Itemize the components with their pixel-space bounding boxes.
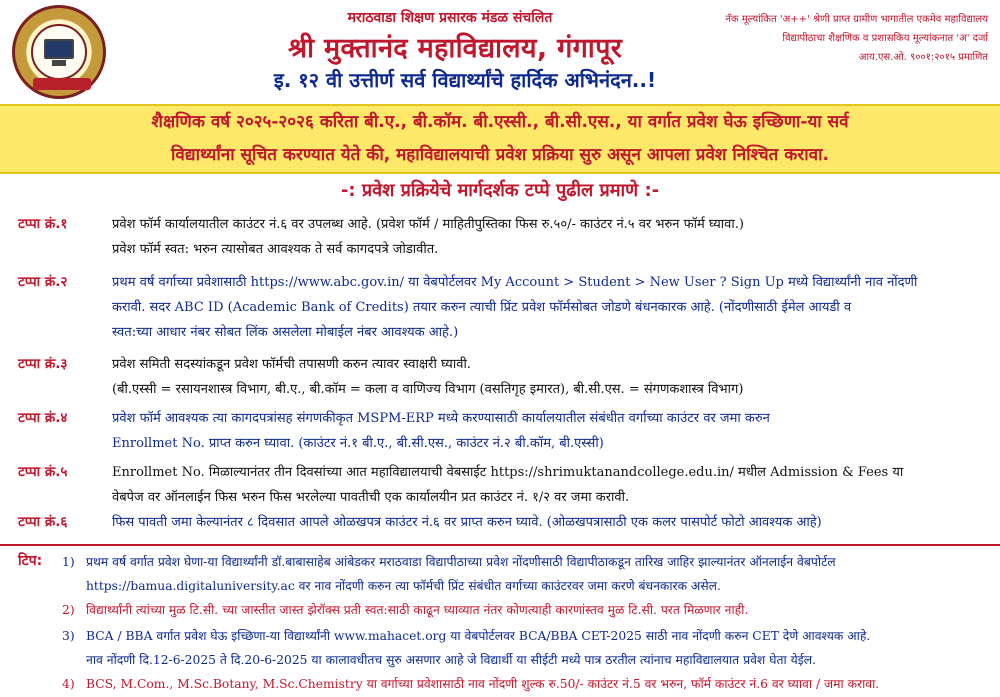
step-label: टप्पा क्रं.५ [18, 464, 68, 480]
note-text: नाव नोंदणी दि.12-6-2025 ते दि.20-6-2025 या कालावधीतच सुरु असणार आहे जे विद्यार्थी या सीईटी मध्ये पात्र ठरतील त्यांनाच महाविद्यालयात प्रवेश घेता येईल. [86, 653, 816, 667]
step-text: करावी. सदर ABC ID (Academic Bank of Credits) तयार करुन त्याची प्रिंट प्रवेश फॉर्मसोबत जोडणे बंधनकारक आहे. (नोंदणीसाठी ईमेल आयडी व [112, 300, 852, 315]
step-text: प्रवेश फॉर्म कार्यालयातील काउंटर नं.६ वर उपलब्ध आहे. (प्रवेश फॉर्म / माहितीपुस्तिका फिस रु.५०/- काउंटर नं.५ वर भरुन फॉर्म घ्यावा.) [112, 217, 744, 232]
note-item [62, 550, 992, 598]
accreditation-block [688, 10, 988, 67]
step-text: प्रथम वर्ष वर्गाच्या प्रवेशासाठी https://www.abc.gov.in/ या वेबपोर्टलवर My Account > Student > New User ? Sign Up मध्ये विद्यार्थ्यांनी नाव नोंदणी [112, 275, 918, 290]
step-text: Enrollmet No. मिळाल्यानंतर तीन दिवसांच्या आत महाविद्यालयाची वेबसाईट https://shrimuktanandcollege.edu.in/ मधील Admission & Fees या [112, 465, 904, 480]
college-logo-icon [12, 5, 106, 99]
note-text: प्रथम वर्ष वर्गात प्रवेश घेणा-या विद्यार्थ्यांनी डॉ.बाबासाहेब आंबेडकर मराठवाडा विद्यापीठाच्या प्रवेश नोंदणीसाठी विद्यापीठाकडून तारिख जाहिर झाल्यानंतर ऑनलाईन वेबपोर्टल [86, 555, 836, 569]
step-text: स्वत:च्या आधार नंबर सोबत लिंक असलेला मोबाईल नंबर आवश्यक आहे.) [112, 325, 459, 340]
step-text: फिस पावती जमा केल्यानंतर ८ दिवसात आपले ओळखपत्र काउंटर नं.६ वर प्राप्त करुन घ्यावे. (ओळखपत्रासाठी एक कलर पासपोर्ट फोटो आवश्यक आहे) [112, 515, 822, 530]
note-item [62, 624, 992, 672]
banner-line: शैक्षणिक वर्ष २०२५-२०२६ करिता बी.ए., बी.कॉम. बी.एस्सी., बी.सी.एस., या वर्गात प्रवेश घेऊ इच्छिणा-या सर्व [151, 112, 849, 132]
note-item [62, 598, 992, 622]
note-text: विद्यार्थ्यांनी त्यांच्या मुळ टि.सी. च्या जास्तीत जास्त झेरॉक्स प्रती स्वत:साठी काढून घ्याव्यात नंतर कोणत्याही कारणांस्तव मुळ टि.सी. परत मिळणार नाही. [86, 603, 749, 617]
logo-emblem [31, 24, 87, 80]
accreditation-line: आय.एस.ओ. ९००१:२०१५ प्रमाणित [858, 52, 988, 63]
step-text: प्रवेश समिती सदस्यांकडून प्रवेश फॉर्मची तपासणी करुन त्यावर स्वाक्षरी घ्यावी. [112, 357, 471, 372]
note-item [62, 672, 992, 696]
congratulations-line: इ. १२ वी उत्तीर्ण सर्व विद्यार्थ्यांचे हार्दिक अभिनंदन..! [273, 68, 657, 92]
step-text: प्रवेश फॉर्म आवश्यक त्या कागदपत्रांसह संगणकीकृत MSPM-ERP मध्ये करण्यासाठी कार्यालयातील संबंधीत वर्गाच्या काउंटर वर जमा करुन [112, 411, 770, 426]
note-number: 2) [62, 603, 75, 617]
notes-heading: टिप: [18, 553, 43, 569]
note-number: 1) [62, 555, 75, 569]
step-label: टप्पा क्रं.३ [18, 356, 68, 372]
computer-icon [44, 39, 74, 59]
step-label: टप्पा क्रं.२ [18, 274, 68, 290]
banner-line: विद्यार्थ्यांना सूचित करण्यात येते की, महाविद्यालयाची प्रवेश प्रक्रिया सुरु असून आपला प्रवेश निश्चित करावा. [171, 145, 829, 165]
guidelines-title: -: प्रवेश प्रक्रियेचे मार्गदर्शक टप्पे पुढील प्रमाणे :- [340, 180, 660, 201]
announcement-banner [0, 104, 1000, 174]
step-label: टप्पा क्रं.४ [18, 410, 68, 426]
accreditation-line: विद्यापीठाचा शैक्षणिक व प्रशासकिय मूल्यांकनात 'अ' दर्जा [782, 33, 988, 44]
step-text: प्रवेश फॉर्म स्वत: भरुन त्यासोबत आवश्यक ते सर्व कागदपत्रे जोडावीत. [112, 242, 439, 257]
step-label: टप्पा क्रं.१ [18, 216, 68, 232]
logo-ribbon [33, 78, 91, 90]
note-text: BCS, M.Com., M.Sc.Botany, M.Sc.Chemistry या वर्गाच्या प्रवेशासाठी नाव नोंदणी शुल्क रु.50/- काउंटर नं.5 वर भरुन, फॉर्म काउंटर नं.6 वर घ्यावा / जमा करावा. [86, 677, 880, 691]
notes-section [0, 544, 1000, 697]
note-text: https://bamua.digitaluniversity.ac वर नाव नोंदणी करुन त्या फॉर्मची प्रिंट संबंधीत वर्गाच्या काउंटरवर जमा करणे बंधनकारक असेल. [86, 579, 721, 593]
step-text: Enrollmet No. प्राप्त करुन घ्यावा. (काउंटर नं.१ बी.ए., बी.सी.एस., काउंटर नं.२ बी.कॉम, बी.एस्सी) [112, 436, 604, 451]
step-text: वेबपेज वर ऑनलाईन फिस भरुन फिस भरलेल्या पावतीची एक कार्यालयीन प्रत काउंटर नं. १/२ वर जमा करावी. [112, 490, 630, 505]
step-text: (बी.एस्सी = रसायनशास्त्र विभाग, बी.ए., बी.कॉम = कला व वाणिज्य विभाग (वसतिगृह इमारत), बी.सी.एस. = संगणकशास्त्र विभाग) [112, 382, 744, 397]
college-name: श्री मुक्तानंद महाविद्यालय, गंगापूर [287, 33, 623, 64]
accreditation-line: नॅक मूल्यांकित 'अ++' श्रेणी प्राप्त ग्रामीण भागातील एकमेव महाविद्यालय [725, 14, 988, 25]
step-label: टप्पा क्रं.६ [18, 514, 68, 530]
note-text: BCA / BBA वर्गात प्रवेश घेऊ इच्छिणा-या विद्यार्थ्यांनी www.mahacet.org या वेबपोर्टलवर BCA/BBA CET-2025 साठी नाव नोंदणी करुन CET देणे आवश्यक आहे. [86, 629, 871, 643]
note-number: 4) [62, 677, 75, 691]
page-header [0, 0, 1000, 104]
organization-name: मराठवाडा शिक्षण प्रसारक मंडळ संचलित [347, 10, 553, 26]
note-number: 3) [62, 629, 75, 643]
